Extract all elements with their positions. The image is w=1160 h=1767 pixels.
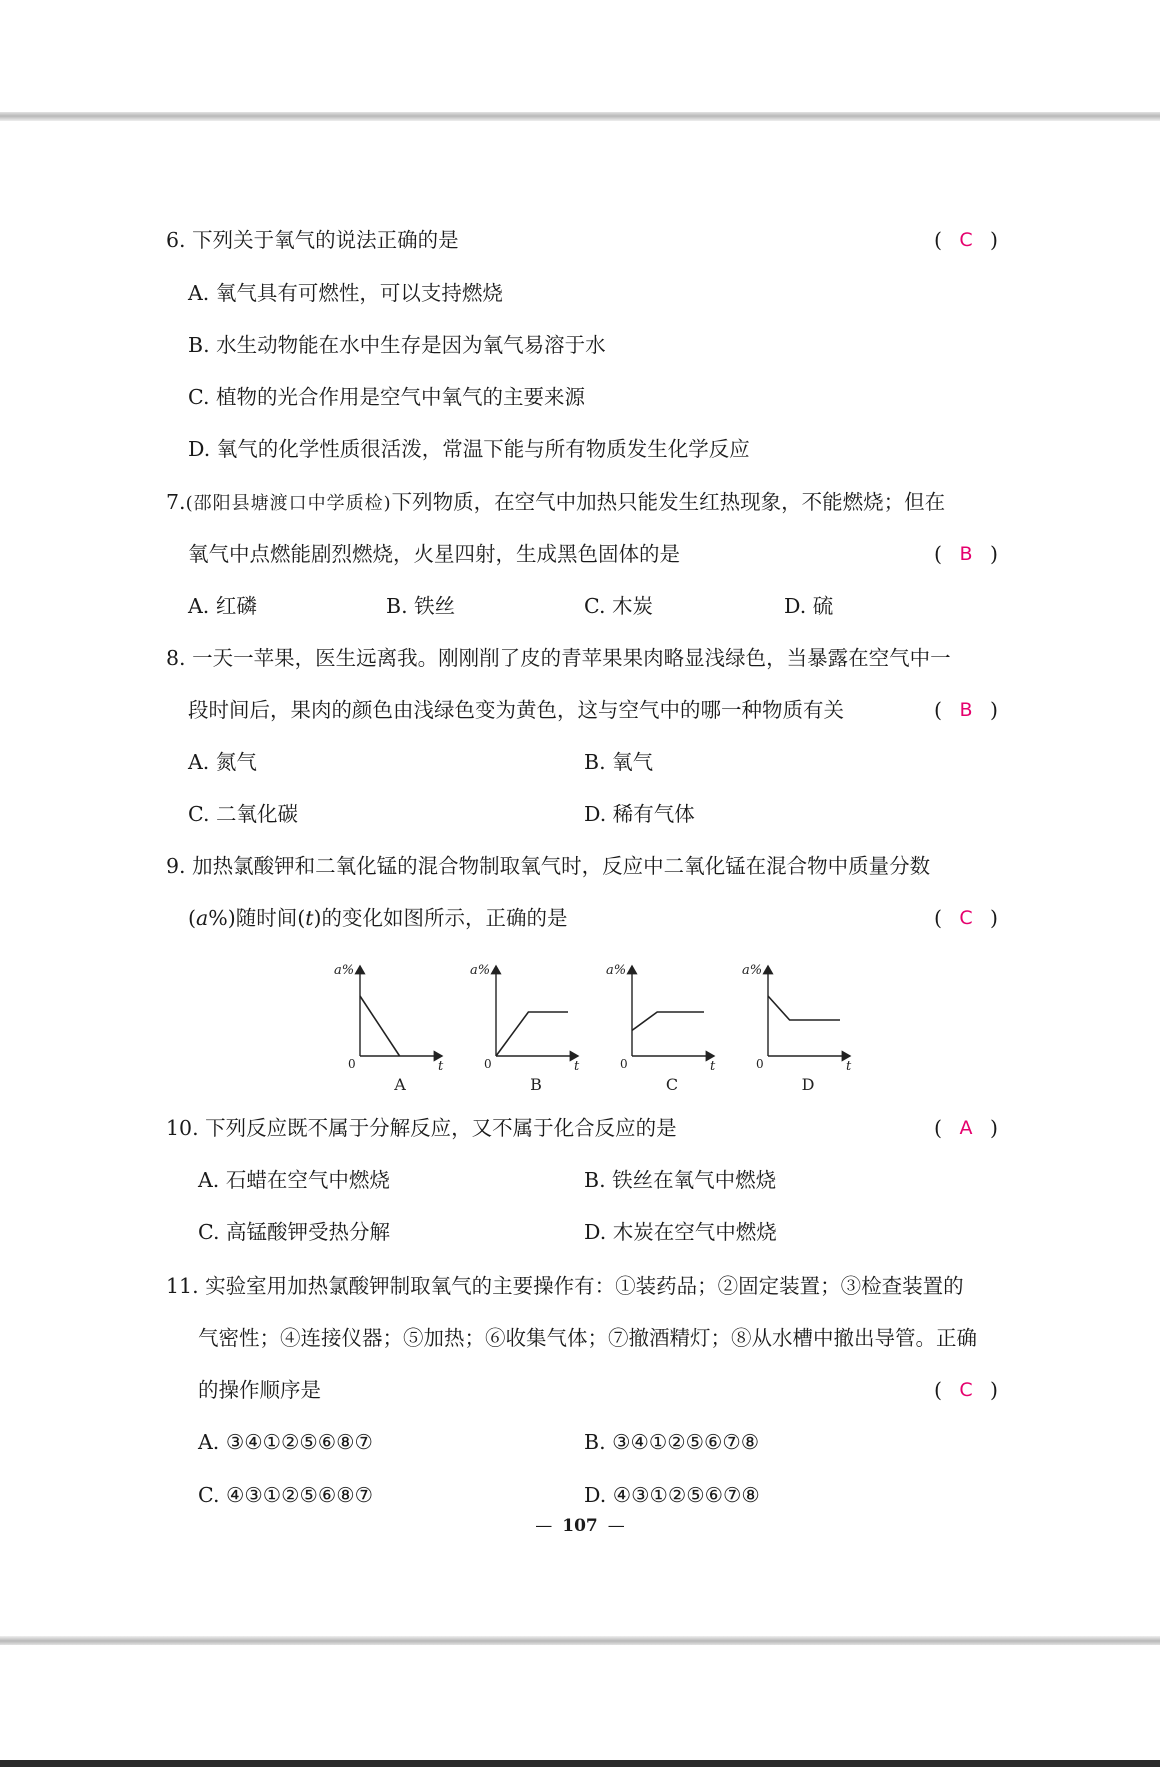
q11-answer-bracket — [934, 1376, 998, 1404]
page-top-edge — [0, 112, 1160, 121]
q10-answer-bracket — [934, 1114, 998, 1142]
q7-stem-text: 下列物质，在空气中加热只能发生红热现象，不能燃烧；但在 — [391, 490, 946, 514]
graph-a — [334, 963, 444, 1094]
page-number-value: 107 — [562, 1516, 598, 1536]
page-dash-left: — — [535, 1516, 553, 1536]
q7-option-b: B. 铁丝 — [386, 594, 456, 618]
paren-close: ) — [990, 906, 998, 930]
q6-answer: C — [959, 229, 973, 251]
y-axis-label: a% — [606, 963, 627, 978]
q11-stem-line2: 气密性；④连接仪器；⑤加热；⑥收集气体；⑦撤酒精灯；⑧从水槽中撤出导管。正确 — [198, 1326, 977, 1350]
series-line — [768, 996, 840, 1020]
origin-label: 0 — [620, 1057, 628, 1071]
y-axis-label: a% — [470, 963, 491, 978]
q11-option-b: B. ③④①②⑤⑥⑦⑧ — [584, 1430, 760, 1454]
q7-stem-line2: 氧气中点燃能剧烈燃烧，火星四射，生成黑色固体的是 — [188, 542, 680, 566]
origin-label: 0 — [348, 1057, 356, 1071]
page-bottom-edge — [0, 1636, 1160, 1645]
q6-stem: 6. 下列关于氧气的说法正确的是 — [166, 228, 459, 252]
q9-text-a: ( — [188, 906, 196, 930]
q6-option-c: C. 植物的光合作用是空气中氧气的主要来源 — [188, 385, 585, 409]
page-number — [530, 1514, 630, 1538]
q9-var-a: a — [196, 906, 209, 930]
graph-caption: D — [801, 1075, 815, 1094]
q7-answer-bracket — [934, 540, 998, 568]
q11-answer: C — [959, 1379, 973, 1401]
paren-open: ( — [934, 1378, 942, 1402]
q8-stem-line2: 段时间后，果肉的颜色由浅绿色变为黄色，这与空气中的哪一种物质有关 — [188, 698, 844, 722]
q9-answer: C — [959, 907, 973, 929]
paren-open: ( — [934, 698, 942, 722]
q10-option-c: C. 高锰酸钾受热分解 — [198, 1220, 390, 1244]
q8-stem-line1: 8. 一天一苹果，医生远离我。刚刚削了皮的青苹果果肉略显浅绿色，当暴露在空气中一 — [166, 646, 951, 670]
q10-option-b: B. 铁丝在氧气中燃烧 — [584, 1168, 777, 1192]
q10-option-a: A. 石蜡在空气中燃烧 — [198, 1168, 390, 1192]
x-axis-label: t — [574, 1059, 580, 1074]
q11-option-a: A. ③④①②⑤⑥⑧⑦ — [198, 1430, 373, 1454]
q6-option-d: D. 氧气的化学性质很活泼，常温下能与所有物质发生化学反应 — [188, 437, 750, 461]
q8-option-b: B. 氧气 — [584, 750, 654, 774]
x-axis-label: t — [846, 1059, 852, 1074]
paren-open: ( — [934, 228, 942, 252]
series-line — [360, 996, 400, 1056]
x-axis-label: t — [710, 1059, 716, 1074]
q8-option-d: D. 稀有气体 — [584, 802, 695, 826]
paren-close: ) — [990, 1116, 998, 1140]
q7-answer: B — [959, 543, 973, 565]
graph-caption: B — [530, 1075, 542, 1094]
q10-answer: A — [959, 1117, 973, 1139]
q7-option-a: A. 红磷 — [188, 594, 257, 618]
q11-stem-line3: 的操作顺序是 — [198, 1378, 321, 1402]
q9-stem-line2 — [188, 904, 567, 932]
paren-open: ( — [934, 906, 942, 930]
origin-label: 0 — [756, 1057, 764, 1071]
series-line — [496, 1012, 568, 1056]
q9-answer-bracket — [934, 904, 998, 932]
q8-answer: B — [959, 699, 973, 721]
q6-option-a: A. 氧气具有可燃性，可以支持燃烧 — [188, 281, 503, 305]
q9-text-c: )的变化如图所示，正确的是 — [313, 906, 568, 930]
q8-option-a: A. 氮气 — [188, 750, 257, 774]
series-line — [632, 1012, 704, 1030]
q9-stem-line1: 9. 加热氯酸钾和二氧化锰的混合物制取氧气时，反应中二氧化锰在混合物中质量分数 — [166, 854, 931, 878]
q7-option-c: C. 木炭 — [584, 594, 653, 618]
graph-d — [742, 963, 852, 1094]
q6-option-b: B. 水生动物能在水中生存是因为氧气易溶于水 — [188, 333, 606, 357]
y-axis-label: a% — [742, 963, 763, 978]
q9-var-t: t — [305, 906, 314, 930]
q7-number: 7. — [166, 490, 186, 514]
x-axis-label: t — [438, 1059, 444, 1074]
paren-open: ( — [934, 542, 942, 566]
q8-option-c: C. 二氧化碳 — [188, 802, 298, 826]
q11-option-c: C. ④③①②⑤⑥⑧⑦ — [198, 1483, 374, 1507]
q6-answer-bracket — [934, 226, 998, 254]
paren-close: ) — [990, 228, 998, 252]
paren-close: ) — [990, 1378, 998, 1402]
paren-open: ( — [934, 1116, 942, 1140]
q10-stem: 10. 下列反应既不属于分解反应，又不属于化合反应的是 — [166, 1116, 677, 1140]
q9-text-b: %)随时间( — [208, 906, 306, 930]
page-dash-right: — — [607, 1516, 625, 1536]
q8-answer-bracket — [934, 696, 998, 724]
origin-label: 0 — [484, 1057, 492, 1071]
q11-option-d: D. ④③①②⑤⑥⑦⑧ — [584, 1483, 760, 1507]
paren-close: ) — [989, 542, 998, 566]
q11-stem-line1: 11. 实验室用加热氯酸钾制取氧气的主要操作有：①装药品；②固定装置；③检查装置的 — [166, 1274, 964, 1298]
q9-graph-options — [330, 956, 860, 1096]
y-axis-label: a% — [334, 963, 355, 978]
viewer-bottom-bar — [0, 1760, 1160, 1767]
paren-close: ) — [989, 698, 998, 722]
graph-caption: A — [394, 1075, 406, 1094]
graph-c — [606, 963, 716, 1094]
q7-stem-line1 — [166, 488, 945, 518]
graph-caption: C — [665, 1075, 679, 1094]
q7-source: (邵阳县塘渡口中学质检) — [185, 493, 392, 514]
graph-b — [470, 963, 580, 1094]
q7-option-d: D. 硫 — [784, 594, 834, 618]
q10-option-d: D. 木炭在空气中燃烧 — [584, 1220, 777, 1244]
